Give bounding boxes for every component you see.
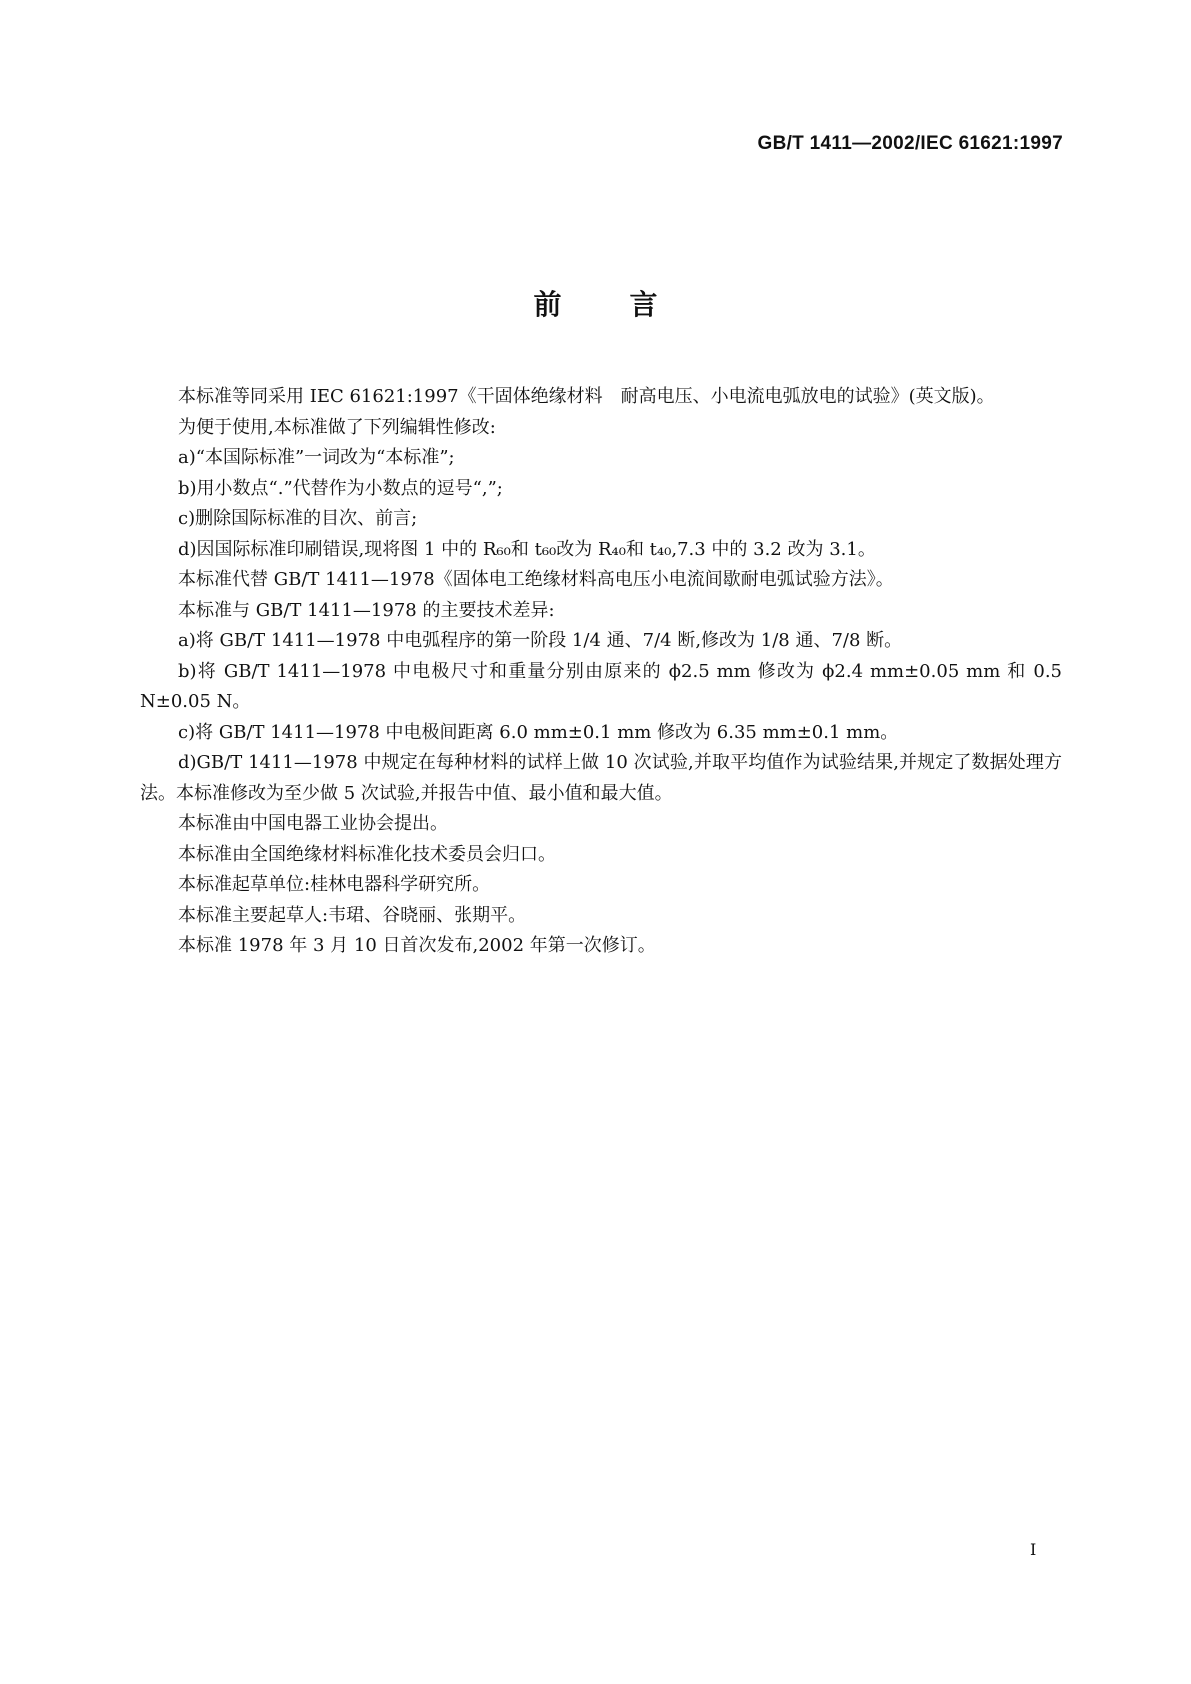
paragraph-difference-d: d)GB/T 1411—1978 中规定在每种材料的试样上做 10 次试验,并取平均值作为试验结果,并规定了数据处理方法。本标准修改为至少做 5 次试验,并报告中值、最小值和最大值。 [140,752,1062,804]
paragraph-replaces: 本标准代替 GB/T 1411—1978《固体电工绝缘材料高电压小电流间歇耐电弧试验方法》。 [178,569,894,590]
page-number: I [1030,1540,1037,1559]
paragraph-adoption: 本标准等同采用 IEC 61621:1997《干固体绝缘材料 耐高电压、小电流电弧放电的试验》(英文版)。 [178,386,995,407]
page-title: 前言 [533,288,726,321]
paragraph-difference-b: b)将 GB/T 1411—1978 中电极尺寸和重量分别由原来的 ϕ2.5 mm 修改为 ϕ2.4 mm±0.05 mm 和 0.5 N±0.05 N。 [140,660,1062,712]
paragraph-differences-intro: 本标准与 GB/T 1411—1978 的主要技术差异: [178,599,555,621]
paragraph-history: 本标准 1978 年 3 月 10 日首次发布,2002 年第一次修订。 [178,935,656,956]
document-body [140,382,1062,962]
paragraph-difference-a: a)将 GB/T 1411—1978 中电弧程序的第一阶段 1/4 通、7/4 断,修改为 1/8 通、7/8 断。 [178,630,903,651]
paragraph-editorial-b: b)用小数点“.”代替作为小数点的逗号“,”; [178,477,503,499]
paragraph-editorial-intro: 为便于使用,本标准做了下列编辑性修改: [178,416,496,438]
paragraph-administered-by: 本标准由全国绝缘材料标准化技术委员会归口。 [178,843,556,865]
paragraph-editorial-d: d)因国际标准印刷错误,现将图 1 中的 R₆₀和 t₆₀改为 R₄₀和 t₄₀,7.3 中的 3.2 改为 3.1。 [178,538,876,560]
paragraph-drafters: 本标准主要起草人:韦珺、谷晓丽、张期平。 [178,904,527,926]
standard-code: GB/T 1411—2002/IEC 61621:1997 [757,133,1063,154]
paragraph-difference-c: c)将 GB/T 1411—1978 中电极间距离 6.0 mm±0.1 mm 修改为 6.35 mm±0.1 mm。 [178,721,899,743]
paragraph-drafting-unit: 本标准起草单位:桂林电器科学研究所。 [178,874,491,895]
paragraph-proposed-by: 本标准由中国电器工业协会提出。 [178,813,448,834]
paragraph-editorial-a: a)“本国际标准”一词改为“本标准”; [178,447,455,468]
paragraph-editorial-c: c)删除国际标准的目次、前言; [178,508,418,529]
